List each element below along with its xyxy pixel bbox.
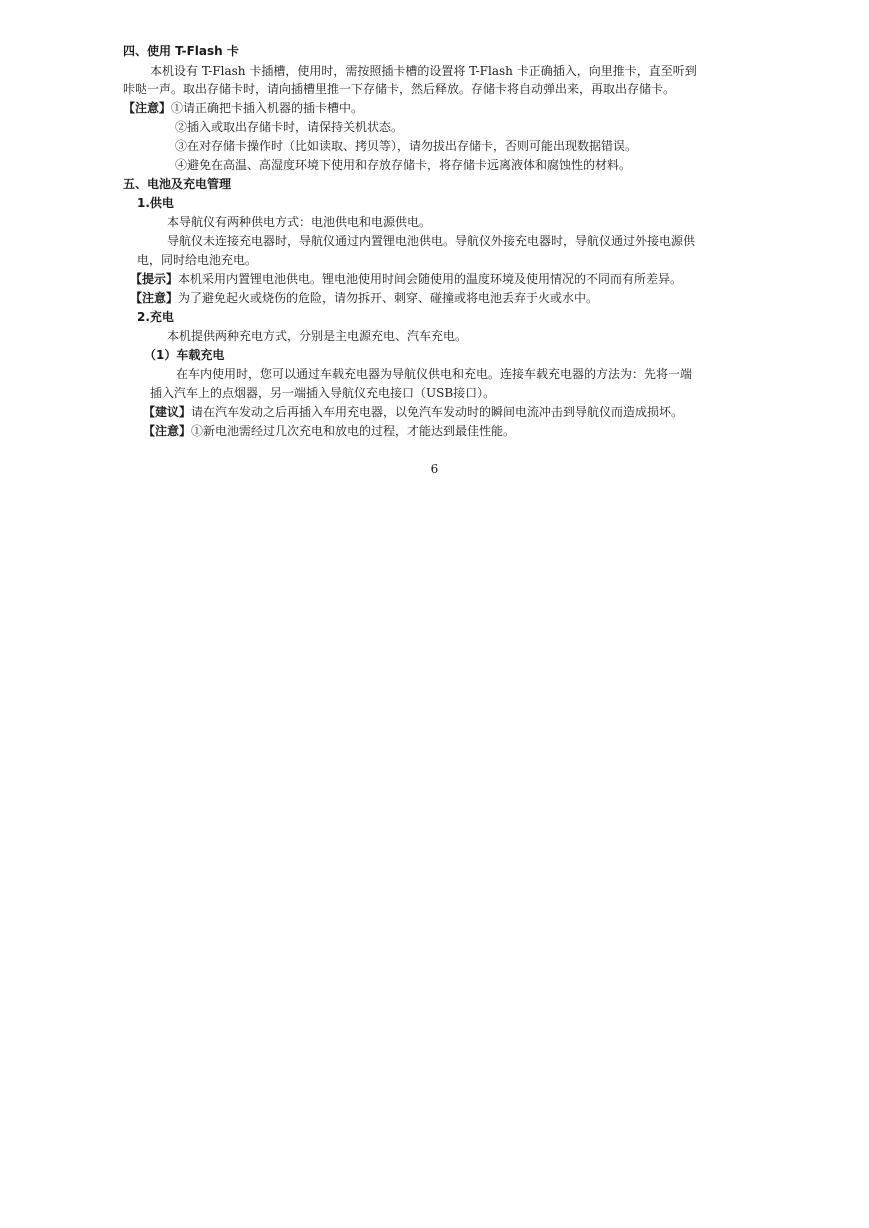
- power-paragraph-1: 本导航仪有两种供电方式：电池供电和电源供电。: [167, 215, 432, 229]
- note-tag: 【注意】: [143, 424, 192, 438]
- charging-paragraph: 本机提供两种充电方式，分别是主电源充电、汽车充电。: [167, 329, 468, 343]
- subsection-power-supply: 1.供电: [137, 196, 174, 210]
- tip-line: [130, 270, 682, 288]
- note-tag: 【注意】: [123, 101, 172, 115]
- section-4-heading: 四、使用 T-Flash 卡: [123, 44, 239, 58]
- page-number: 6: [430, 462, 439, 476]
- warning-line: [130, 289, 598, 307]
- warning-tag: 【注意】: [130, 291, 179, 305]
- battery-note-line: [143, 422, 515, 440]
- sec4-paragraph-line-2: 咔哒一声。取出存储卡时，请向插槽里推一下存储卡，然后释放。存储卡将自动弹出来，再取出存储卡。: [123, 82, 676, 96]
- advice-line: [143, 403, 683, 421]
- sec4-note-1: [123, 99, 363, 117]
- power-paragraph-2-line-2: 电，同时给电池充电。: [137, 253, 258, 267]
- warning-text: 为了避免起火或烧伤的危险，请勿拆开、刺穿、碰撞或将电池丢弃于火或水中。: [178, 291, 599, 305]
- tip-tag: 【提示】: [130, 272, 179, 286]
- subsection-charging: 2.充电: [137, 310, 174, 324]
- note-text: ①新电池需经过几次充电和放电的过程，才能达到最佳性能。: [191, 424, 516, 438]
- sec4-note-3: ③在对存储卡操作时（比如读取、拷贝等），请勿拔出存储卡，否则可能出现数据错误。: [175, 139, 638, 153]
- section-5-heading: 五、电池及充电管理: [123, 177, 232, 191]
- advice-tag: 【建议】: [143, 405, 192, 419]
- note-text: ①请正确把卡插入机器的插卡槽中。: [171, 101, 364, 115]
- tip-text: 本机采用内置锂电池供电。锂电池使用时间会随使用的温度环境及使用情况的不同而有所差异。: [178, 272, 683, 286]
- power-paragraph-2-line-1: 导航仪未连接充电器时，导航仪通过内置锂电池供电。导航仪外接充电器时，导航仪通过外接电源供: [167, 234, 696, 248]
- car-charging-line-1: 在车内使用时，您可以通过车载充电器为导航仪供电和充电。连接车载充电器的方法为：先将一端: [176, 367, 693, 381]
- sec4-note-2: ②插入或取出存储卡时，请保持关机状态。: [175, 120, 404, 134]
- sec4-note-4: ④避免在高温、高湿度环境下使用和存放存储卡，将存储卡远离液体和腐蚀性的材料。: [175, 158, 632, 172]
- advice-text: 请在汽车发动之后再插入车用充电器，以免汽车发动时的瞬间电流冲击到导航仪而造成损坏。: [191, 405, 684, 419]
- sec4-paragraph-line-1: 本机设有 T-Flash 卡插槽，使用时，需按照插卡槽的设置将 T-Flash 卡正确插入，向里推卡，直至听到: [150, 64, 697, 78]
- car-charging-line-2: 插入汽车上的点烟器，另一端插入导航仪充电接口（USB接口）。: [150, 386, 496, 400]
- subsection-car-charging: （1）车载充电: [144, 348, 225, 362]
